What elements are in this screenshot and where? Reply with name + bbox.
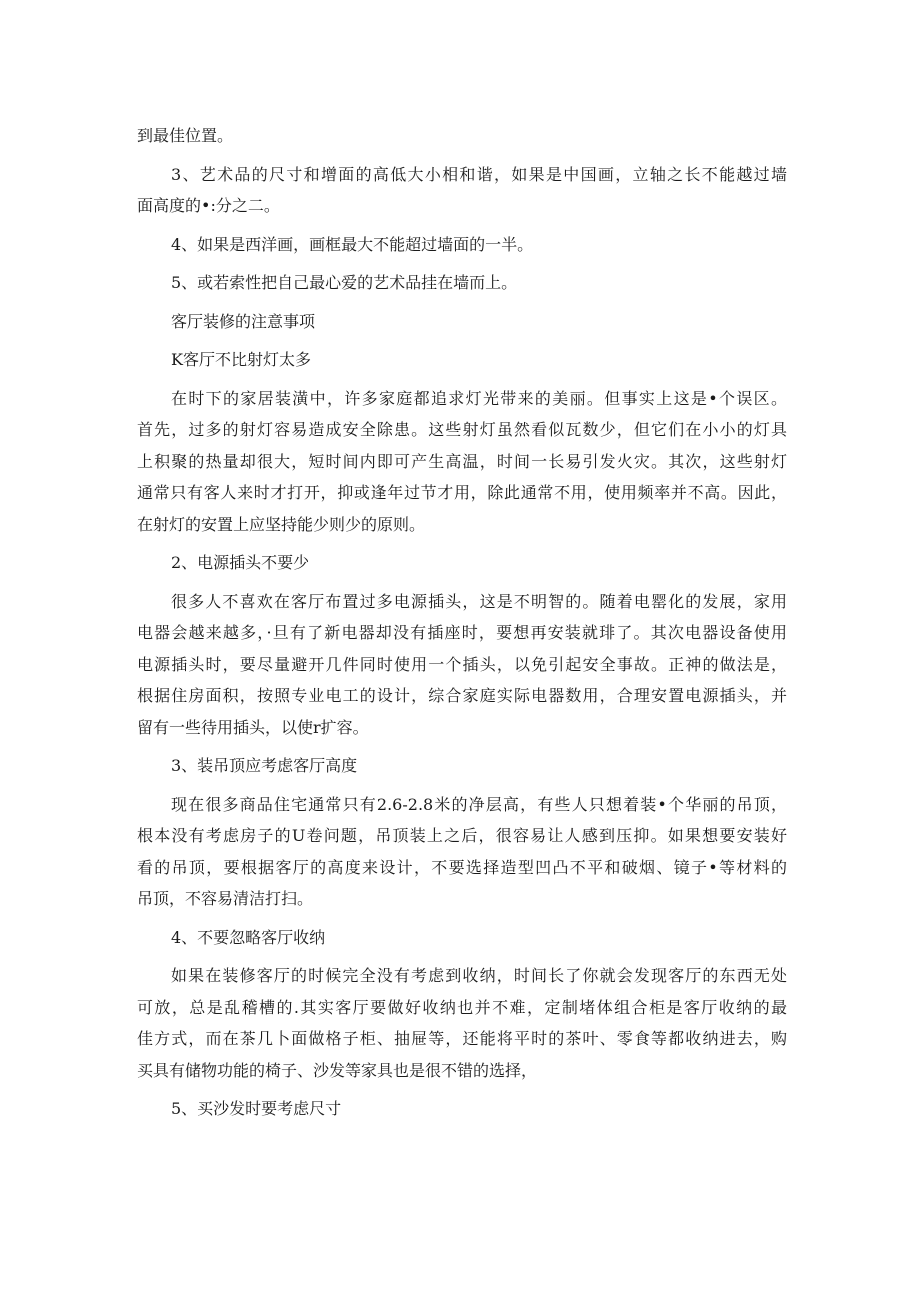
section-heading (137, 750, 787, 782)
paragraph (137, 159, 787, 222)
paragraph (137, 267, 787, 299)
section-heading (137, 922, 787, 954)
text-line: 吊顶，不容易清洁打扫。 (137, 889, 314, 908)
text-line: 3、装吊顶应考虑客厅高度 (171, 756, 358, 775)
section-heading (137, 1093, 787, 1125)
paragraph (137, 960, 787, 1086)
text-line: 在时下的家居装潢中，许多家庭都追求灯光带来的美丽。但事实上这是•个误区。 (171, 388, 787, 408)
text-line: 很多人不喜欢在客厅布置过多电源插头，这是不明智的。随着电罂化的发展，家用 (171, 591, 787, 611)
text-line: 5、或若索性把自己最心爱的艺术品挂在墙而上。 (171, 273, 518, 292)
text-line: 客厅装修的注意事项 (171, 311, 316, 331)
text-line: 2、电源插头不要少 (171, 553, 310, 572)
text-line: 在射灯的安置上应坚持能少则少的原则。 (137, 514, 426, 534)
section-heading (137, 306, 787, 338)
text-line: 留有一些待用插头，以使r扩容。 (137, 717, 369, 737)
paragraph (137, 383, 787, 541)
text-line: 面高度的•:分之二。 (137, 196, 280, 215)
text-line: 上积聚的热量却很大，短时间内即可产生高温，时间一长易引发火灾。其次，这些射灯 (137, 451, 787, 471)
text-line: 电器会越来越多，·旦有了新电器却没有插座时，要想再安装就琲了。其次电器设备使用 (137, 623, 787, 642)
text-line: 5、买沙发时要考虑尺寸 (171, 1099, 342, 1118)
text-line: 电源插头时，要尽量避开几件同时使用一个插头，以免引起安全事故。正神的做法是， (137, 654, 787, 674)
text-line: 佳方式，而在茶几卜面做格子柜、抽屉等，还能将平时的茶叶、零食等都收纳进去，购 (137, 1029, 787, 1048)
paragraph (137, 586, 787, 744)
text-line: 如果在装修客厅的时候完全没有考虑到收纳，时间长了你就会发现客厅的东西无处 (171, 966, 787, 985)
paragraph (137, 789, 787, 915)
text-line: K客厅不比射灯太多 (171, 350, 311, 369)
text-line: 根据住房面积，按照专业电工的设计，综合家庭实际电器数用，合理安置电源插头，并 (137, 686, 787, 705)
paragraph (137, 229, 787, 261)
document-body (137, 120, 787, 1125)
text-line: 4、如果是西洋画，画框最大不能超过墙面的一半。 (171, 234, 534, 254)
text-line: 3、艺术品的尺寸和增面的高低大小相和谐，如果是中国画，立轴之长不能越过墙 (171, 164, 787, 184)
text-line: 根本没有考虑房子的U卷问题，吊顶装上之后，很容易让人感到压抑。如果想要安装好 (137, 826, 787, 845)
paragraph (137, 120, 787, 152)
text-line: 买具有储物功能的椅子、沙发等家具也是很不错的选择， (137, 1060, 538, 1080)
text-line: 到最佳位置。 (137, 126, 234, 145)
text-line: 首先，过多的射灯容易造成安全除患。这些射灯虽然看似瓦数少，但它们在小小的灯具 (137, 420, 787, 439)
text-line: 现在很多商品住宅通常只有2.6-2.8米的净层高，有些人只想着装•个华丽的吊顶， (171, 794, 787, 814)
section-heading (137, 344, 787, 376)
text-line: 4、不要忽略客厅收纳 (171, 927, 326, 947)
text-line: 通常只有客人来时才打开，抑或逢年过节才用，除此通常不用，使用频率并不高。因此， (137, 483, 787, 502)
text-line: 看的吊顶，要根据客厅的高度来设计，不要选择造型凹凸不平和破烟、镜子•等材料的 (137, 857, 787, 877)
section-heading (137, 547, 787, 579)
text-line: 可放，总是乱稽槽的.其实客厅要做好收纳也并不难，定制堵体组合柜是客厅收纳的最 (137, 997, 787, 1017)
